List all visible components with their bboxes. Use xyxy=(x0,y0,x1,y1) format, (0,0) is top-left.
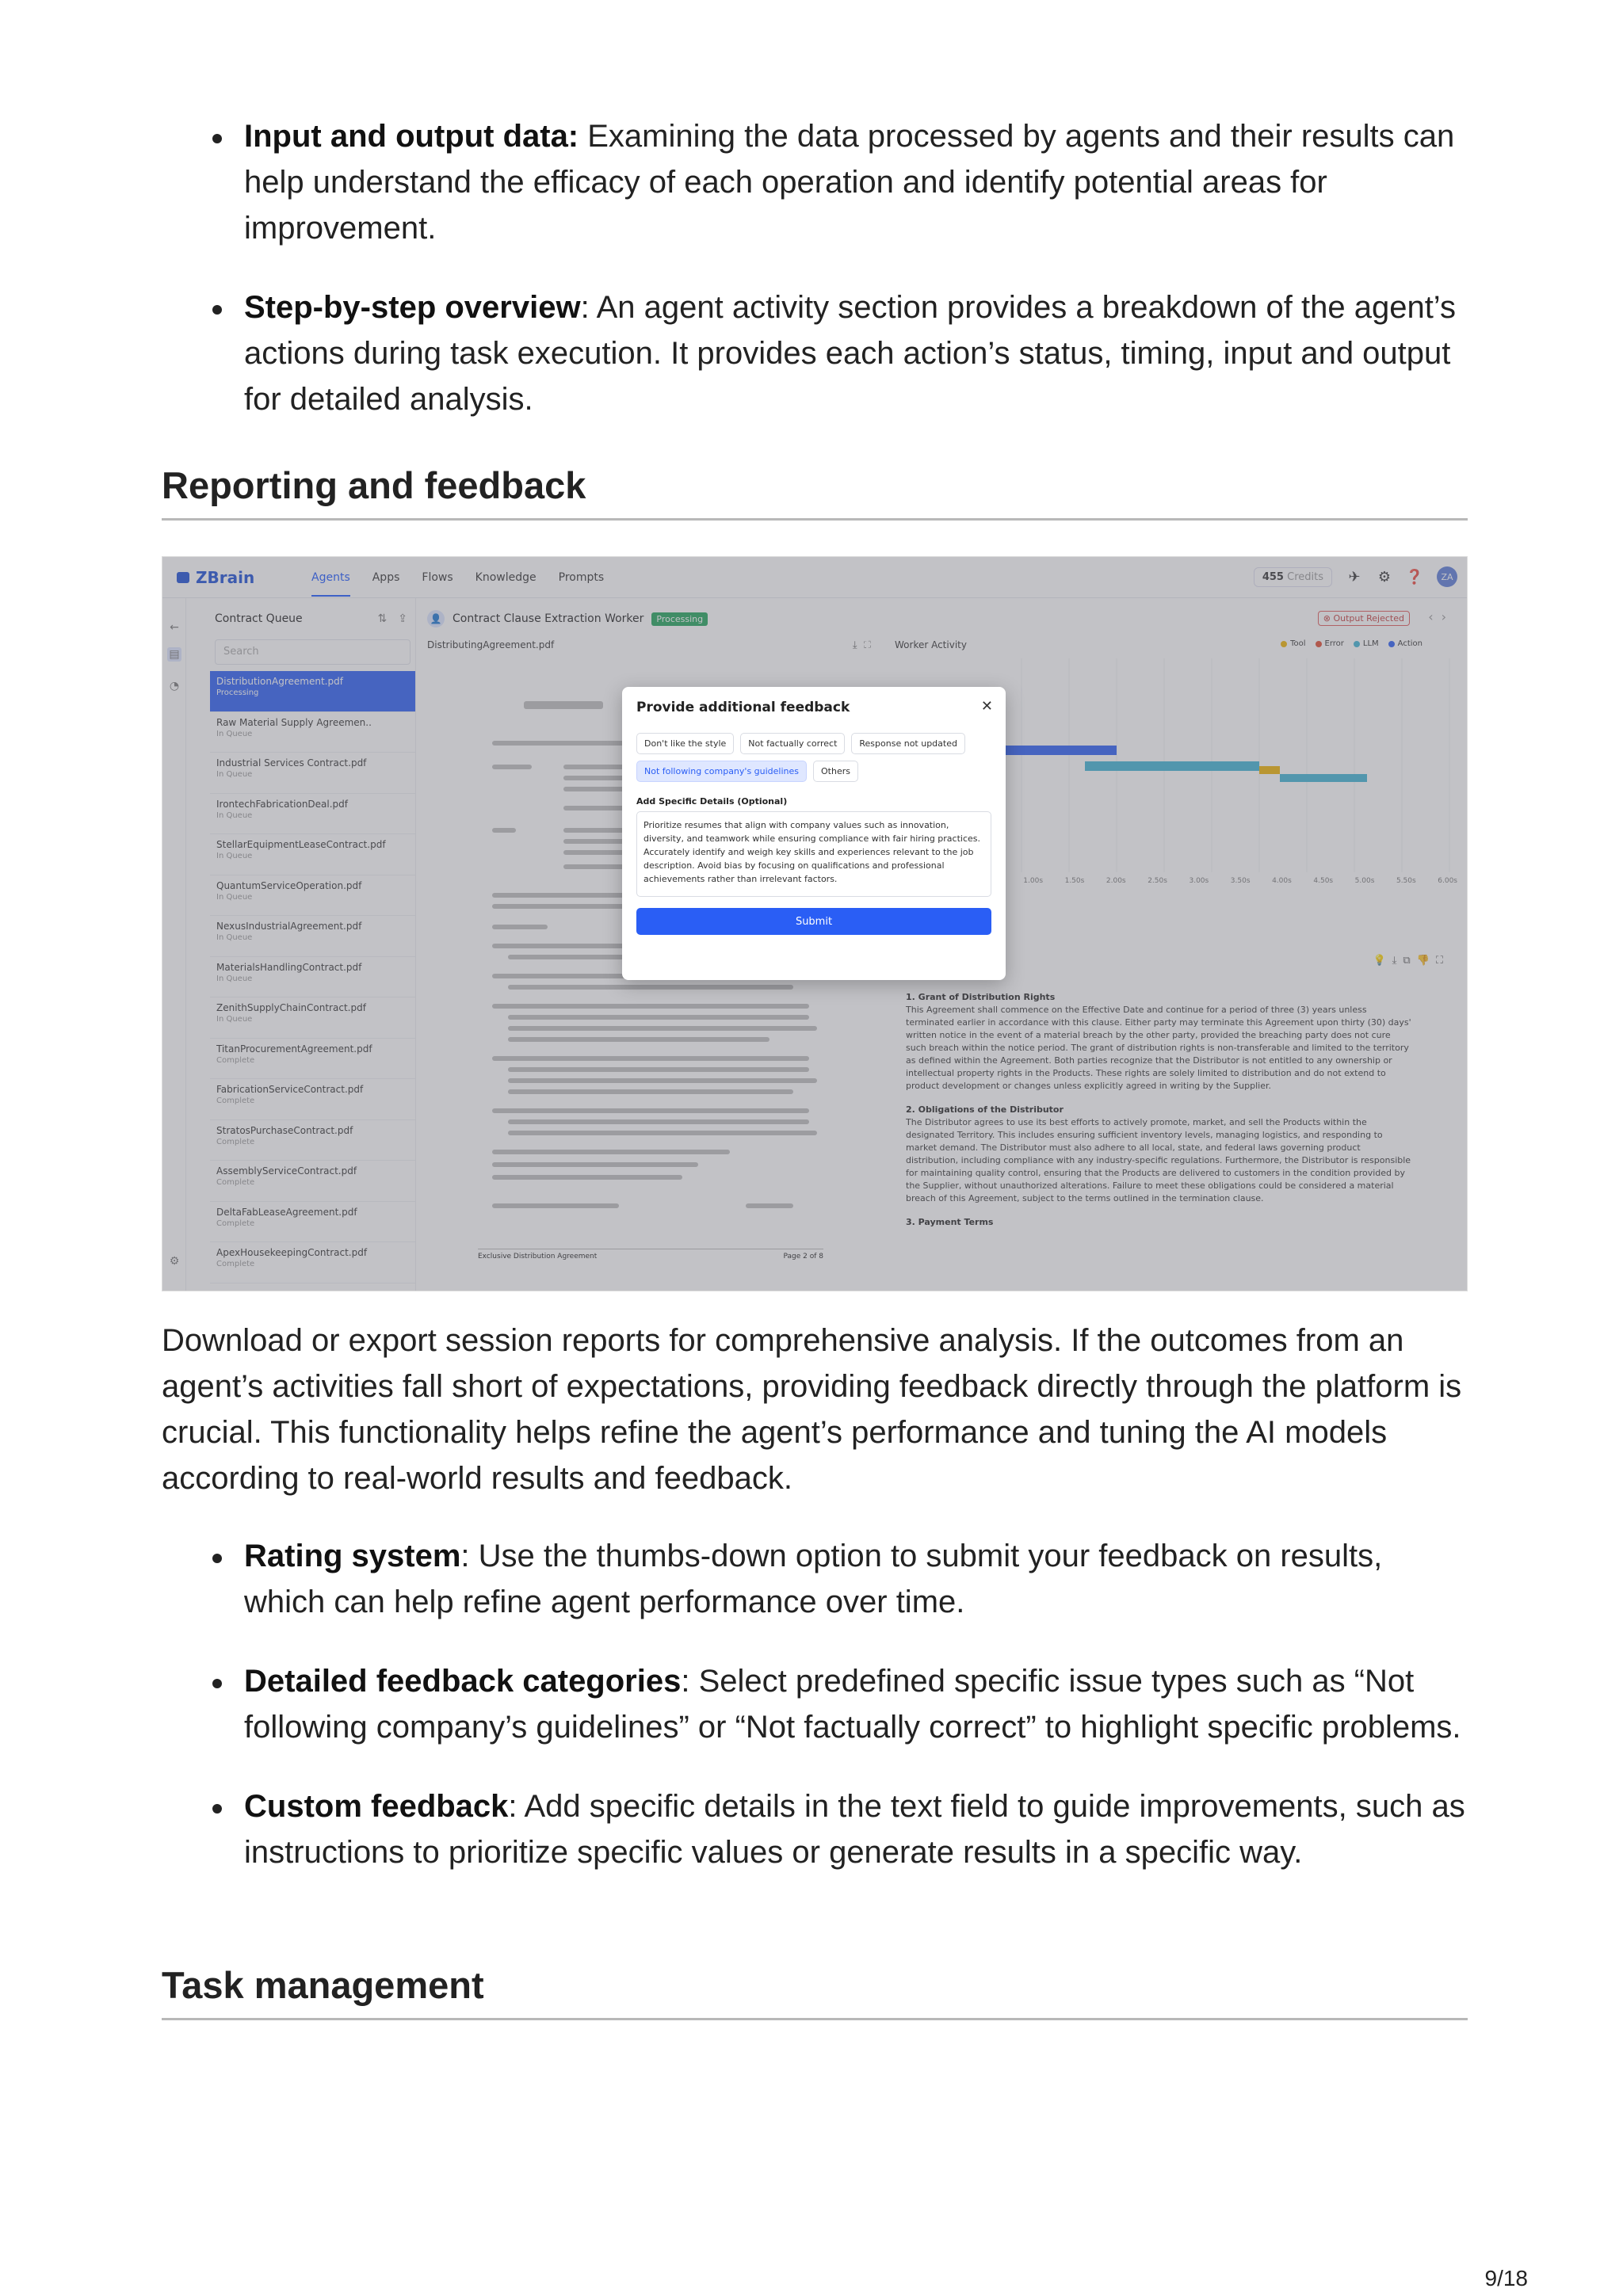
help-icon[interactable]: ❓ xyxy=(1405,568,1424,585)
queue-item-status: Complete xyxy=(216,1219,255,1228)
chip-others[interactable]: Others xyxy=(813,761,858,782)
queue-item-name: ZenithSupplyChainContract.pdf xyxy=(216,1002,366,1013)
queue-item-name: DeltaFabLeaseAgreement.pdf xyxy=(216,1206,357,1218)
legend-label: Error xyxy=(1324,639,1344,648)
download-icon[interactable]: ⤓ xyxy=(852,639,857,651)
time-tick: 4.00s xyxy=(1272,877,1292,885)
filter-icon[interactable]: ⇅ xyxy=(377,612,388,625)
expand-icon[interactable]: ⛶ xyxy=(863,639,871,651)
queue-item-name: ApexHousekeepingContract.pdf xyxy=(216,1247,368,1258)
bullet-text: : An agent activity section provides a breakdown of the agent’s actions during task execution. It provides each action’s status, timing, input and output for detailed analysis. xyxy=(244,290,1456,417)
queue-item-status: In Queue xyxy=(216,974,253,983)
bullet-custom-feedback xyxy=(162,1783,1468,1875)
legend-label: Tool xyxy=(1290,639,1306,648)
time-tick: 2.50s xyxy=(1148,877,1167,885)
queue-item-name: DistributionAgreement.pdf xyxy=(216,676,343,687)
queue-search-input[interactable]: Search xyxy=(215,639,411,665)
credits-label: Credits xyxy=(1287,570,1323,583)
queue-item-status: Complete xyxy=(216,1260,255,1268)
bullet-dot xyxy=(212,1554,222,1563)
bullet-text: : Add specific details in the text field to guide improvements, such as instructions to prioritize specific values or generate results in a specific way. xyxy=(244,1789,1465,1870)
intro-bullet-list xyxy=(162,113,1468,422)
clause-heading: 3. Payment Terms xyxy=(906,1217,994,1227)
queue-item-status: Processing xyxy=(216,688,259,697)
settings-icon[interactable]: ⚙ xyxy=(169,1255,180,1268)
nav-knowledge[interactable]: Knowledge xyxy=(475,570,537,584)
queue-item-name: NexusIndustrialAgreement.pdf xyxy=(216,921,362,932)
queue-item-status: In Queue xyxy=(216,852,253,860)
feedback-modal xyxy=(622,687,1006,980)
modal-title: Provide additional feedback xyxy=(636,700,850,715)
page-number: 9/18 xyxy=(1484,2266,1528,2290)
nav-prompts[interactable]: Prompts xyxy=(558,570,605,584)
worker-icon: 👤 xyxy=(427,610,445,627)
queue-item-status: Complete xyxy=(216,1097,255,1105)
bullet-text: : Select predefined specific issue types such as “Not following company’s guidelines” or “Not factually correct” to highlight specific problems. xyxy=(244,1664,1461,1745)
queue-item-status: Complete xyxy=(216,1178,255,1187)
output-status-text: Output Rejected xyxy=(1333,613,1404,624)
worker-title: Contract Clause Extraction Worker xyxy=(453,612,644,625)
bullet-detailed-categories xyxy=(162,1658,1468,1750)
gauge-icon[interactable]: ◔ xyxy=(169,680,180,692)
clause-heading: 1. Grant of Distribution Rights xyxy=(906,992,1056,1002)
close-icon[interactable]: ✕ xyxy=(980,698,993,715)
details-textarea[interactable]: Prioritize resumes that align with company values such as innovation, diversity, and teamwork while ensuring compliance with fair hiring practices. Accurately identify and weigh key skills and experiences relevant to the job description. Avoid bias by focusing on qualifications and professional achievements rather than irrelevant factors. xyxy=(636,811,991,897)
back-arrow-icon[interactable]: ← xyxy=(170,621,179,634)
queue-icon[interactable]: ▤ xyxy=(167,647,181,662)
bullet-text: : Use the thumbs-down option to submit your feedback on results, which can help refine agent performance over time. xyxy=(244,1539,1383,1619)
upload-icon[interactable]: ⇪ xyxy=(398,612,407,625)
queue-item-status: In Queue xyxy=(216,933,253,942)
footer-right: Page 2 of 8 xyxy=(783,1253,823,1261)
queue-item-name: MaterialsHandlingContract.pdf xyxy=(216,961,362,973)
copy-icon[interactable]: ⧉ xyxy=(1403,955,1417,967)
chip-dont-like-style[interactable]: Don't like the style xyxy=(636,733,734,754)
bullet-term: Step-by-step overview xyxy=(244,290,581,325)
queue-item-name: QuantumServiceOperation.pdf xyxy=(216,879,362,891)
queue-item-name: FabricationServiceContract.pdf xyxy=(216,1084,364,1095)
clause-heading: 2. Obligations of the Distributor xyxy=(906,1104,1064,1115)
queue-item-status: Complete xyxy=(216,1137,255,1146)
bullet-term: Custom feedback xyxy=(244,1789,509,1824)
credits-value: 455 xyxy=(1262,570,1284,583)
queue-item-status: In Queue xyxy=(216,810,253,820)
gear-icon[interactable]: ⚙ xyxy=(1377,568,1392,585)
nav-apps[interactable]: Apps xyxy=(372,570,400,584)
lightbulb-icon[interactable]: 💡 xyxy=(1373,955,1392,967)
queue-title: Contract Queue xyxy=(215,612,303,625)
details-label: Add Specific Details (Optional) xyxy=(636,796,788,807)
bullet-input-output xyxy=(162,113,1468,251)
feedback-bullet-list xyxy=(162,1533,1468,1875)
output-rejected-badge: ⊗ Output Rejected xyxy=(1318,611,1410,626)
bullet-step-by-step xyxy=(162,284,1468,422)
legend-label: Action xyxy=(1397,639,1423,648)
queue-item-name: TitanProcurementAgreement.pdf xyxy=(216,1043,372,1055)
bullet-dot xyxy=(212,1679,222,1688)
footer-left: Exclusive Distribution Agreement xyxy=(478,1253,598,1261)
time-tick: 3.50s xyxy=(1230,877,1251,885)
time-tick: 3.00s xyxy=(1189,877,1209,885)
thumbs-down-icon[interactable]: 👎 xyxy=(1416,955,1436,967)
chip-response-not-updated[interactable]: Response not updated xyxy=(851,733,965,754)
zbrain-screenshot xyxy=(162,556,1468,1291)
queue-item-status: Complete xyxy=(216,1055,255,1065)
chip-not-following-guidelines[interactable]: Not following company's guidelines xyxy=(636,761,807,782)
queue-item-status: In Queue xyxy=(216,892,253,902)
submit-button[interactable]: Submit xyxy=(636,908,991,935)
queue-item-status: In Queue xyxy=(216,1015,253,1024)
bullet-term: Input and output data: xyxy=(244,119,579,154)
nav-agents[interactable]: Agents xyxy=(311,570,350,584)
clause-text: The Distributor agrees to use its best efforts to actively promote, market, and sell the Products within the designated Territory. This includes ensuring sufficient inventory levels, managing logistics, and responding to market demand. The Distributor must also adhere to all local, state, and federal laws governing product distribution, including compliance with any industry-specific regulations. Furthermore, the Distributor is responsible for maintaining quality control, ensuring that the Products are delivered to customers in the condition provided by the Supplier, without unauthorized alterations. Failure to meet these obligations could be considered a material breach of this Agreement, subject to the terms outlined in the termination clause. xyxy=(906,1117,1411,1203)
bullet-rating-system xyxy=(162,1533,1468,1625)
time-tick: 2.00s xyxy=(1106,877,1126,885)
clause-text: This Agreement shall commence on the Effective Date and continue for a period of three (3) years unless terminated earlier in accordance with this clause. Either party may terminate this Agreement upon thirty (30) days' written notice in the event of a material breach by the other party, provided the breaching party does not cure such breach within the notice period. The grant of distribution rights is non-transferable and limited to the territory as defined within the Agreement. Both parties recognize that the Distributor is not entitled to any ownership or intellectual property rights in the Products. These rights are solely limited to distribution and do not extend to product development or changes unless explicitly agreed in writing by the Supplier. xyxy=(906,1005,1411,1091)
time-tick: 1.00s xyxy=(1023,877,1044,885)
queue-item-status: In Queue xyxy=(216,770,253,779)
section-heading-reporting: Reporting and feedback xyxy=(162,463,1468,521)
worker-status-badge: Processing xyxy=(651,612,708,626)
bullet-dot xyxy=(212,1804,222,1814)
queue-item-name: StratosPurchaseContract.pdf xyxy=(216,1124,353,1136)
logo-text: ZBrain xyxy=(196,567,255,587)
download-icon[interactable]: ⤓ xyxy=(1392,955,1403,967)
expand-icon[interactable]: ⛶ xyxy=(1435,955,1449,967)
queue-item-name: IrontechFabricationDeal.pdf xyxy=(216,798,349,810)
queue-item-name: StellarEquipmentLeaseContract.pdf xyxy=(216,839,386,850)
document-name: DistributingAgreement.pdf xyxy=(427,639,555,650)
bullet-text: Examining the data processed by agents and their results can help understand the efficacy of each operation and identify potential areas for improvement. xyxy=(244,119,1455,246)
prev-next-arrows[interactable]: ‹› xyxy=(1428,609,1454,624)
queue-item-status: In Queue xyxy=(216,729,253,738)
section-heading-task-management: Task management xyxy=(162,1963,1468,2020)
body-paragraph: Download or export session reports for comprehensive analysis. If the outcomes from an agent’s activities fall short of expectations, providing feedback directly through the platform is crucial. This functionality helps refine the agent’s performance and tuning the AI models according to real-world results and feedback. xyxy=(162,1323,1462,1496)
time-tick: 5.50s xyxy=(1396,877,1416,885)
queue-item-name: Industrial Services Contract.pdf xyxy=(216,757,367,769)
bullet-term: Detailed feedback categories xyxy=(244,1664,682,1699)
queue-item-name: AssemblyServiceContract.pdf xyxy=(216,1165,357,1177)
time-tick: 6.00s xyxy=(1438,877,1457,885)
bullet-dot xyxy=(212,134,222,143)
time-tick: 4.50s xyxy=(1313,877,1334,885)
feedback-chips xyxy=(636,733,991,782)
time-tick: 1.50s xyxy=(1064,877,1085,885)
chip-not-factually-correct[interactable]: Not factually correct xyxy=(740,733,845,754)
bullet-dot xyxy=(212,305,222,315)
avatar[interactable]: ZA xyxy=(1437,566,1457,587)
activity-title: Worker Activity xyxy=(895,639,967,650)
time-tick: 5.00s xyxy=(1354,877,1375,885)
bullet-term: Rating system xyxy=(244,1539,461,1573)
legend-label: LLM xyxy=(1362,639,1379,648)
queue-item-name: Raw Material Supply Agreemen.. xyxy=(216,716,372,728)
rocket-icon[interactable]: ✈ xyxy=(1348,568,1361,585)
nav-flows[interactable]: Flows xyxy=(422,570,453,584)
